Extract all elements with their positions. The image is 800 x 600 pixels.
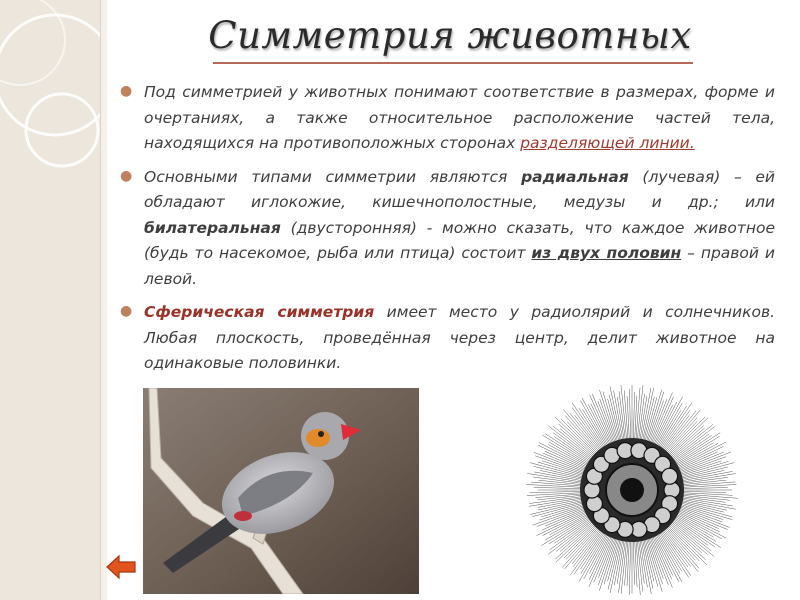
text-segment: имеет место у радиолярий и солнечников. Любая плоскость, проведённая через центр, делит животное на одинаковые половинки. <box>144 303 776 372</box>
text-segment: – правой и левой. <box>144 244 775 288</box>
radiolarian-illustration <box>515 385 750 595</box>
text-segment: Основными типами симметрии являются <box>144 167 522 186</box>
text-segment: разделяющей линии. <box>520 134 695 152</box>
bird-photo <box>143 388 419 594</box>
circles-decoration <box>0 0 100 600</box>
text-segment: (лучевая) – ей обладают иглокожие, кишечнополостные, медузы и др.; или <box>144 167 776 211</box>
bullet-item <box>120 165 775 293</box>
left-arrow-icon[interactable] <box>105 553 137 581</box>
bullet-dot-icon: ● <box>120 167 133 184</box>
text-segment: радиальная <box>521 167 629 186</box>
slide-title: Симметрия животных <box>208 14 692 57</box>
bullet-dot-icon: ● <box>120 303 133 319</box>
bullet-item <box>120 80 775 157</box>
radiolarian-center <box>620 478 644 502</box>
vertical-divider <box>100 0 107 600</box>
bullet-item <box>120 300 775 377</box>
text-segment: (двусторонняя) - можно сказать, что каждое животное (будь то насекомое, рыба или птица) состоит <box>144 218 775 262</box>
title-underline <box>213 62 693 64</box>
text-segment: Под симметрией у животных понимают соответствие в размерах, форме и очертаниях, а также относительное расположение частей тела, находящихся на противоположных сторонах <box>144 83 775 152</box>
side-decoration-panel <box>0 0 100 600</box>
radiolarian-chamber <box>662 468 678 484</box>
text-segment: Сферическая симметрия <box>144 303 375 321</box>
text-segment: из двух половин <box>531 244 682 262</box>
text-segment: билатеральная <box>144 218 281 237</box>
bullet-dot-icon: ● <box>120 83 133 99</box>
bullet-list <box>120 80 775 385</box>
